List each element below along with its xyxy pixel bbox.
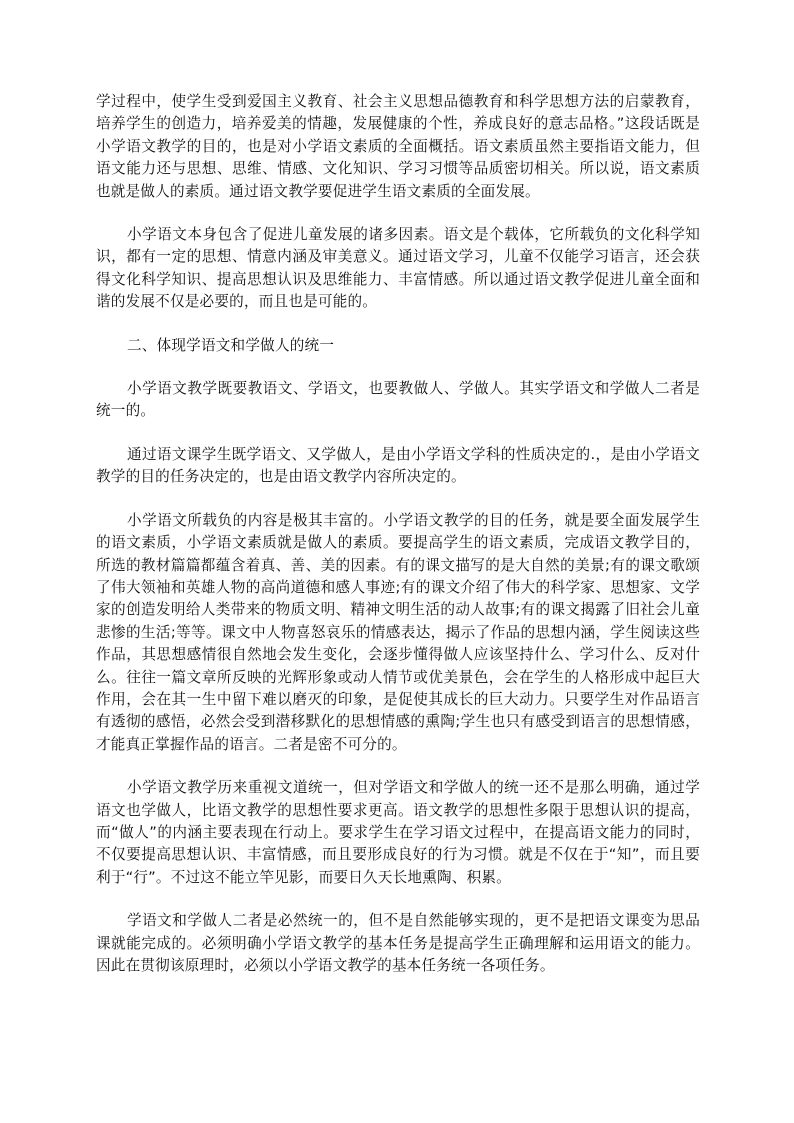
paragraph: 通过语文课学生既学语文、又学做人，是由小学语文学科的性质决定的.，是由小学语文教学的目的任务决定的，也是由语文教学内容所决定的。: [96, 445, 700, 486]
paragraph: 学语文和学做人二者是必然统一的，但不是自然能够实现的，更不是把语文课变为思品课就能完成的。必须明确小学语文教学的基本任务是提高学生正确理解和运用语文的能力。因此在贯彻该原理时，必须以小学语文教学的基本任务统一各项任务。: [96, 912, 700, 974]
paragraph: 小学语文教学历来重视文道统一，但对学语文和学做人的统一还不是那么明确，通过学语文也学做人，比语文教学的思想性要求更高。语文教学的思想性多限于思想认识的提高，而“做人”的内涵主要表现在行动上。要求学生在学习语文过程中，在提高语文能力的同时，不仅要提高思想认识、丰富情感，而且要形成良好的行为习惯。就是不仅在于“知”，而且要利于“行”。不过这不能立竿见影，而要日久天长地熏陶、积累。: [96, 779, 700, 886]
paragraph: 小学语文教学既要教语文、学语文，也要教做人、学做人。其实学语文和学做人二者是统一的。: [96, 380, 700, 420]
document-body: [96, 91, 700, 998]
paragraph: 小学语文所载负的内容是极其丰富的。小学语文教学的目的任务，就是要全面发展学生的语文素质，小学语文素质就是做人的素质。要提高学生的语文素质，完成语文教学目的，所选的教材篇篇都蕴含着真、善、美的因素。有的课文描写的是大自然的美景;有的课文歌颂了伟大领袖和英雄人物的高尚道德和感人事迹;有的课文介绍了伟大的科学家、思想家、文学家的创造发明给人类带来的物质文明、精神文明生活的动人故事;有的课文揭露了旧社会儿童悲惨的生活;等等。课文中人物喜怒哀乐的情感表达，揭示了作品的思想内涵，学生阅读这些作品，其思想感情很自然地会发生变化，会逐步懂得做人应该坚持什么、学习什么、反对什么。往往一篇文章所反映的光辉形象或动人情节或优美景色，会在学生的人格形成中起巨大作用，会在其一生中留下难以磨灭的印象，是促使其成长的巨大动力。只要学生对作品语言有透彻的感悟，必然会受到潜移默化的思想情感的熏陶;学生也只有感受到语言的思想情感，才能真正掌握作品的语言。二者是密不可分的。: [96, 511, 700, 753]
paragraph: 小学语文本身包含了促进儿童发展的诸多因素。语文是个载体，它所载负的文化科学知识，都有一定的思想、情意内涵及审美意义。通过语文学习，儿童不仅能学习语言，还会获得文化科学知识、提高思想认识及思维能力、丰富情感。所以通过语文教学促进儿童全面和谐的发展不仅是必要的，而且也是可能的。: [96, 226, 700, 311]
section-heading: 二、体现学语文和学做人的统一: [127, 336, 335, 354]
paragraph-continuation: 学过程中，使学生受到爱国主义教育、社会主义思想品德教育和科学思想方法的启蒙教育，培养学生的创造力，培养爱美的情趣，发展健康的个性，养成良好的意志品格。”这段话既是小学语文教学的目的，也是对小学语文素质的全面概括。语文素质虽然主要指语文能力，但语文能力还与思想、思维、情感、文化知识、学习习惯等品质密切相关。所以说，语文素质也就是做人的素质。通过语文教学要促进学生语文素质的全面发展。: [96, 93, 700, 200]
